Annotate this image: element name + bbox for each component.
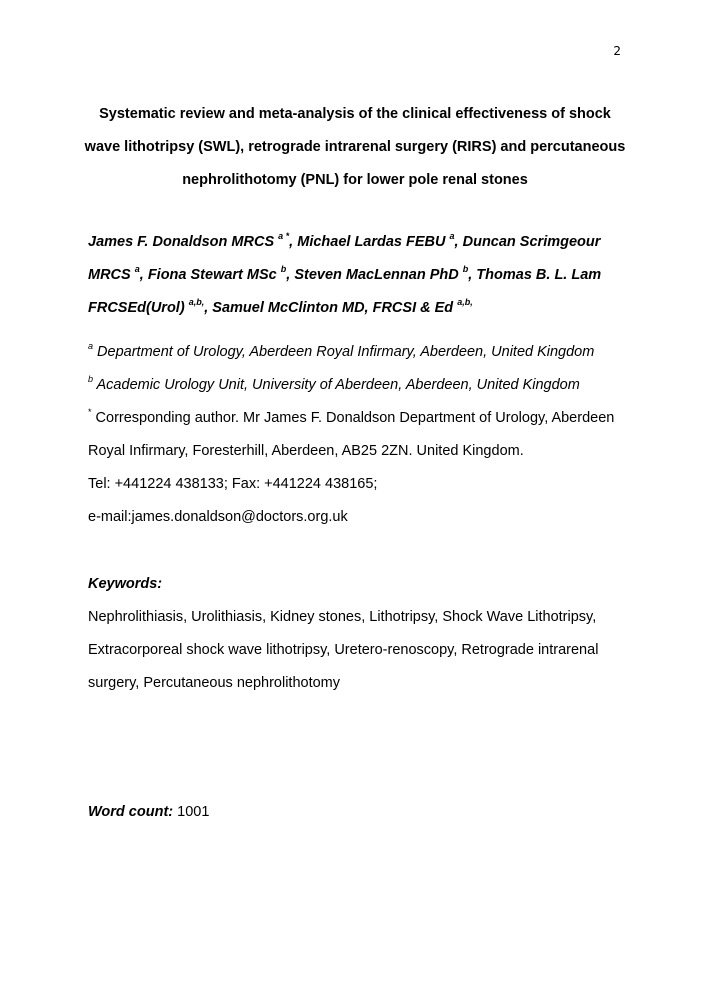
affiliation-a: $^a$ Department of Urology, Aberdeen Royal Infirmary, Aberdeen, United Kingdom bbox=[88, 341, 595, 360]
affiliation-b: $^b$ Academic Urology Unit, University of Aberdeen, Aberdeen, United Kingdom bbox=[88, 374, 580, 393]
author-name-part: Duncan Scrimgeour bbox=[462, 234, 601, 250]
author-line: James F. Donaldson MRCS $^{a *}$, Michael Lardas FEBU $^a$, Duncan Scrimgeour bbox=[88, 231, 601, 250]
author-name: Steven MacLennan PhD bbox=[294, 267, 459, 283]
author-line: MRCS $^a$, Fiona Stewart MSc $^b$, Steven MacLennan PhD $^b$, Thomas B. L. Lam bbox=[88, 264, 602, 283]
word-count bbox=[88, 796, 209, 829]
title-line: Systematic review and meta-analysis of the clinical effectiveness of shock bbox=[99, 106, 611, 122]
author-affiliation-mark: b bbox=[280, 264, 287, 274]
paper-title bbox=[70, 98, 640, 197]
author-affiliation-mark: a,b, bbox=[188, 297, 205, 307]
author-name: Samuel McClinton MD, FRCSI & Ed bbox=[212, 300, 454, 316]
keywords-heading: Keywords: bbox=[88, 576, 163, 592]
correspondence-email: e-mail:james.donaldson@doctors.org.uk bbox=[88, 509, 348, 525]
keywords-line: Nephrolithiasis, Urolithiasis, Kidney stones, Lithotripsy, Shock Wave Lithotripsy, bbox=[88, 609, 597, 625]
title-line: nephrolithotomy (PNL) for lower pole renal stones bbox=[182, 172, 528, 188]
title-line: wave lithotripsy (SWL), retrograde intrarenal surgery (RIRS) and percutaneous bbox=[84, 139, 626, 155]
keywords-list bbox=[88, 601, 608, 700]
author-name: Michael Lardas FEBU bbox=[297, 234, 446, 250]
page-number: 2 bbox=[613, 44, 621, 58]
author-name-part: FRCSEd(Urol) bbox=[88, 300, 185, 316]
author-name-part: Thomas B. L. Lam bbox=[476, 267, 602, 283]
author-name: James F. Donaldson MRCS bbox=[88, 234, 275, 250]
author-affiliation-mark: a,b, bbox=[457, 297, 473, 307]
author-line: FRCSEd(Urol) $^{a,b,}$, Samuel McClinton MD, FRCSI & Ed $^{a,b,}$ bbox=[88, 297, 473, 316]
word-count-value: 1001 bbox=[177, 804, 210, 820]
author-name: Fiona Stewart MSc bbox=[147, 267, 277, 283]
keywords-line: surgery, Percutaneous nephrolithotomy bbox=[88, 675, 341, 691]
word-count-label: Word count: bbox=[88, 804, 174, 820]
author-affiliation-mark: b bbox=[462, 264, 469, 274]
keywords-line: Extracorporeal shock wave lithotripsy, Uretero-renoscopy, Retrograde intrarenal bbox=[88, 642, 599, 658]
author-affiliation-mark: a * bbox=[278, 231, 290, 241]
author-affiliation-mark: a bbox=[449, 231, 455, 241]
author-name-part: MRCS bbox=[88, 267, 131, 283]
author-affiliation-mark: a bbox=[134, 264, 140, 274]
affiliations-block bbox=[88, 336, 628, 534]
correspondence-line: * Corresponding author. Mr James F. Donaldson Department of Urology, Aberdeen bbox=[88, 407, 615, 426]
author-list bbox=[88, 226, 628, 325]
correspondence-address: Royal Infirmary, Foresterhill, Aberdeen, AB25 2ZN. United Kingdom. bbox=[88, 443, 524, 459]
correspondence-phone: Tel: +441224 438133; Fax: +441224 438165; bbox=[88, 476, 378, 492]
